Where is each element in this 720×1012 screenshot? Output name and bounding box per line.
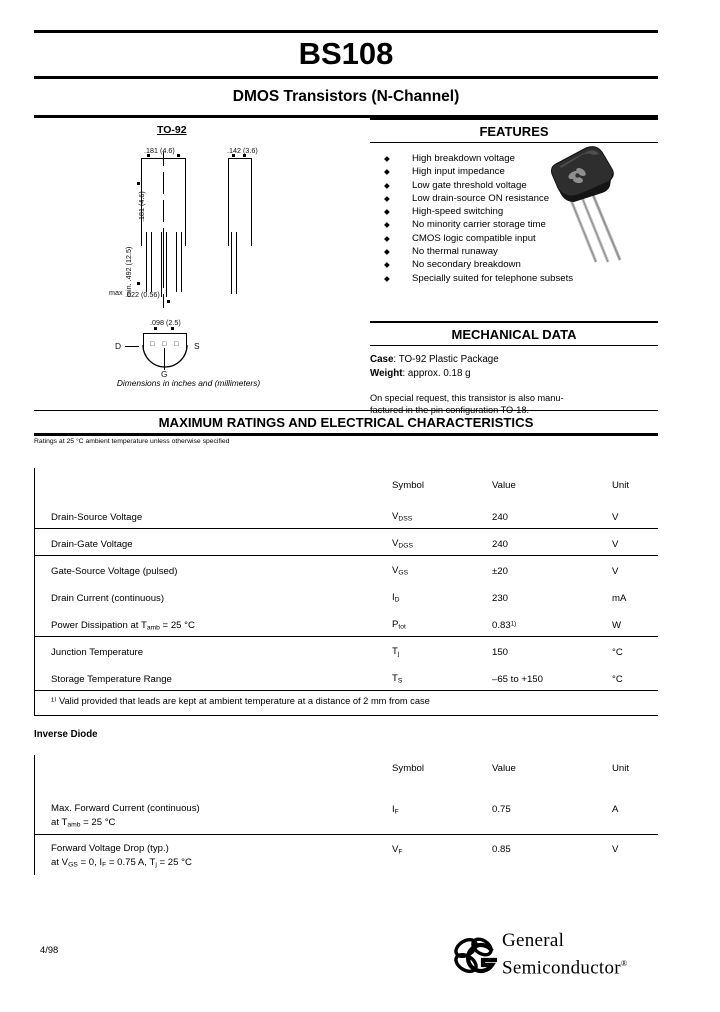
logo-line-2: Semiconductor® — [502, 957, 628, 979]
centerline-seg5 — [163, 294, 164, 308]
row-value: 240 — [492, 539, 509, 550]
column-header-symbol: Symbol — [392, 480, 424, 491]
list-item: ◆ No secondary breakdown — [370, 258, 658, 271]
dim-lead-length: min. .492 (12.5) — [124, 246, 133, 297]
row-unit: V — [612, 512, 619, 523]
mechanical-heading: MECHANICAL DATA — [451, 327, 577, 342]
page-title: BS108 — [298, 36, 394, 71]
lead-3-left — [176, 232, 177, 292]
table-row — [35, 529, 658, 556]
column-header-symbol: Symbol — [392, 763, 424, 774]
mech-weight-value: : approx. 0.18 g — [402, 367, 471, 379]
list-item: ◆ High input impedance — [370, 165, 658, 178]
pin-pad-drain: □ — [150, 341, 155, 348]
mech-case-row — [370, 353, 658, 367]
row-value: 150 — [492, 647, 509, 658]
table-row — [35, 583, 658, 610]
row-parameter: Drain Current (continuous) — [51, 593, 165, 604]
package-name-label: TO-92 — [157, 124, 187, 136]
pin-label-drain: D — [115, 341, 122, 351]
dim-tick-e — [137, 182, 140, 185]
lead-2-left — [161, 232, 162, 297]
inverse-diode-title: Inverse Diode — [34, 729, 98, 740]
row-symbol: $T_S$ — [392, 673, 403, 685]
row-symbol: $V_{DSS}$ — [392, 511, 413, 523]
row-symbol: $T_j$ — [392, 646, 400, 658]
column-header-unit: Unit — [612, 763, 630, 774]
column-header-value: Value — [492, 480, 516, 491]
table-row — [35, 556, 658, 583]
dim-tick-g — [167, 300, 170, 303]
row-parameter-line-2: at $V_{GS} = 0$, $I_F = 0.75$ A, $T_j = 25$ °C — [51, 856, 192, 868]
row-unit: °C — [612, 674, 623, 685]
pin-pad-gate: □ — [162, 341, 167, 348]
dim-tick-f — [137, 282, 140, 285]
row-parameter: Drain-Source Voltage — [51, 512, 143, 523]
package-drawing — [95, 122, 285, 397]
row-unit: mA — [612, 593, 627, 604]
pin-label-source: S — [194, 341, 200, 351]
mech-case-value: : TO-92 Plastic Package — [393, 354, 499, 365]
row-symbol: $V_F$ — [392, 844, 403, 856]
pinout-arc — [142, 344, 189, 372]
table-row — [35, 502, 658, 529]
dim-body-width: .181 (4.6) — [144, 146, 175, 155]
list-item: ◆ High breakdown voltage — [370, 152, 658, 165]
ratings-title: MAXIMUM RATINGS AND ELECTRICAL CHARACTERISTICS — [158, 415, 534, 430]
row-symbol: $V_{GS}$ — [392, 565, 409, 577]
row-symbol: $I_D$ — [392, 592, 400, 604]
page-subtitle: DMOS Transistors (N-Channel) — [232, 87, 460, 105]
pin-label-gate: G — [161, 369, 168, 379]
side-lead-left — [231, 232, 232, 294]
company-name — [502, 929, 627, 979]
row-symbol: $V_{DGS}$ — [392, 538, 413, 550]
row-parameter: Power Dissipation at $T_{amb} = 25$ °C — [51, 620, 195, 632]
features-heading: FEATURES — [479, 124, 549, 139]
list-item: ◆ CMOS logic compatible input — [370, 232, 658, 245]
lead-1-right — [151, 232, 152, 292]
page-header — [34, 30, 658, 118]
row-value: 230 — [492, 593, 509, 604]
mech-case-label: Case — [370, 354, 394, 365]
column-header-value: Value — [492, 763, 516, 774]
row-unit: W — [612, 620, 622, 631]
side-lead-right — [236, 232, 237, 294]
row-value: 240 — [492, 512, 509, 523]
centerline-seg2 — [163, 172, 164, 194]
logo-line-1: General — [502, 930, 565, 951]
drawing-caption: Dimensions in inches and (millimeters) — [116, 378, 261, 388]
row-parameter: Storage Temperature Range — [51, 674, 172, 685]
list-item: ◆ Low drain-source ON resistance — [370, 192, 658, 205]
footnote-text: ¹⁾ Valid provided that leads are kept at ambient temperature at a distance of 2 mm from case — [51, 696, 430, 706]
row-parameter: Drain-Gate Voltage — [51, 539, 133, 550]
row-unit: V — [612, 539, 619, 550]
side-body-right — [251, 158, 252, 246]
row-symbol: $P_{tot}$ — [392, 619, 406, 631]
row-parameter: Gate-Source Voltage (pulsed) — [51, 566, 178, 577]
maximum-ratings-table — [34, 468, 658, 716]
spacing-tick-right — [171, 327, 174, 330]
mech-weight-label: Weight — [370, 367, 403, 379]
row-value: 0.83$^{1)}$ — [492, 620, 517, 631]
list-item: ◆ Low gate threshold voltage — [370, 179, 658, 192]
row-parameter — [51, 842, 192, 871]
table-row — [35, 795, 658, 835]
table-header-row — [35, 755, 658, 795]
side-body-left — [228, 158, 229, 246]
row-value: 0.75 — [492, 804, 511, 815]
transistor-package-photo — [534, 142, 634, 267]
row-unit: V — [612, 566, 619, 577]
lead-2-right — [166, 232, 167, 297]
list-item: ◆ Specially suited for telephone subsets — [370, 272, 658, 285]
dim-body-height: .181 (4.6) — [137, 191, 146, 222]
lead-3-right — [181, 232, 182, 292]
row-unit: °C — [612, 647, 623, 658]
column-header-unit: Unit — [612, 480, 630, 491]
list-item: ◆ No minority carrier storage time — [370, 218, 658, 231]
drain-leader — [125, 346, 139, 347]
dim-body-depth: .142 (3.6) — [227, 146, 258, 155]
pinout-top-edge — [143, 333, 187, 334]
dim-lead-spacing: .098 (2.5) — [150, 318, 181, 327]
centerline-seg3 — [163, 200, 164, 222]
pin-pad-source: □ — [174, 341, 179, 348]
centerline-seg4 — [163, 228, 164, 288]
table-header-row — [35, 468, 658, 502]
row-parameter — [51, 802, 200, 831]
trademark-symbol: ® — [620, 959, 628, 968]
row-parameter: Junction Temperature — [51, 647, 144, 658]
revision-date: 4/98 — [40, 944, 59, 955]
pinout-centerline — [164, 348, 165, 370]
row-unit: A — [612, 804, 619, 815]
dim-lead-thickness: .022 (0.56) — [125, 290, 160, 299]
dim-lead-thickness-prefix: max — [109, 288, 123, 297]
row-parameter-line-1: Max. Forward Current (continuous) — [51, 803, 200, 814]
table-row — [35, 610, 658, 637]
spacing-tick-left — [154, 327, 157, 330]
side-body-top — [228, 158, 252, 159]
body-right-edge — [185, 158, 186, 246]
row-unit: V — [612, 844, 619, 855]
table-row — [35, 664, 658, 691]
mechanical-data-section — [370, 321, 658, 417]
table-footnote-row — [35, 691, 658, 716]
table-row — [35, 835, 658, 875]
clover-logo-icon — [449, 931, 501, 981]
ratings-subtitle: Ratings at 25 °C ambient temperature unless otherwise specified — [34, 438, 230, 445]
inverse-diode-table — [34, 755, 658, 875]
list-item: ◆ High-speed switching — [370, 205, 658, 218]
row-parameter-line-2: at $T_{amb} = 25$ °C — [51, 816, 116, 828]
company-logo — [449, 925, 659, 987]
ratings-header — [34, 410, 658, 445]
row-parameter-line-1: Forward Voltage Drop (typ.) — [51, 843, 169, 854]
row-value: ±20 — [492, 566, 508, 577]
list-item: ◆ No thermal runaway — [370, 245, 658, 258]
dim-tick-b — [177, 154, 180, 157]
mech-weight-row — [370, 367, 658, 381]
mech-note-line-1: On special request, this transistor is also manu- — [370, 393, 564, 403]
row-value: 0.85 — [492, 844, 511, 855]
row-value: –65 to +150 — [492, 674, 543, 685]
lead-1-left — [146, 232, 147, 292]
row-symbol: $I_F$ — [392, 804, 399, 816]
table-row — [35, 637, 658, 664]
